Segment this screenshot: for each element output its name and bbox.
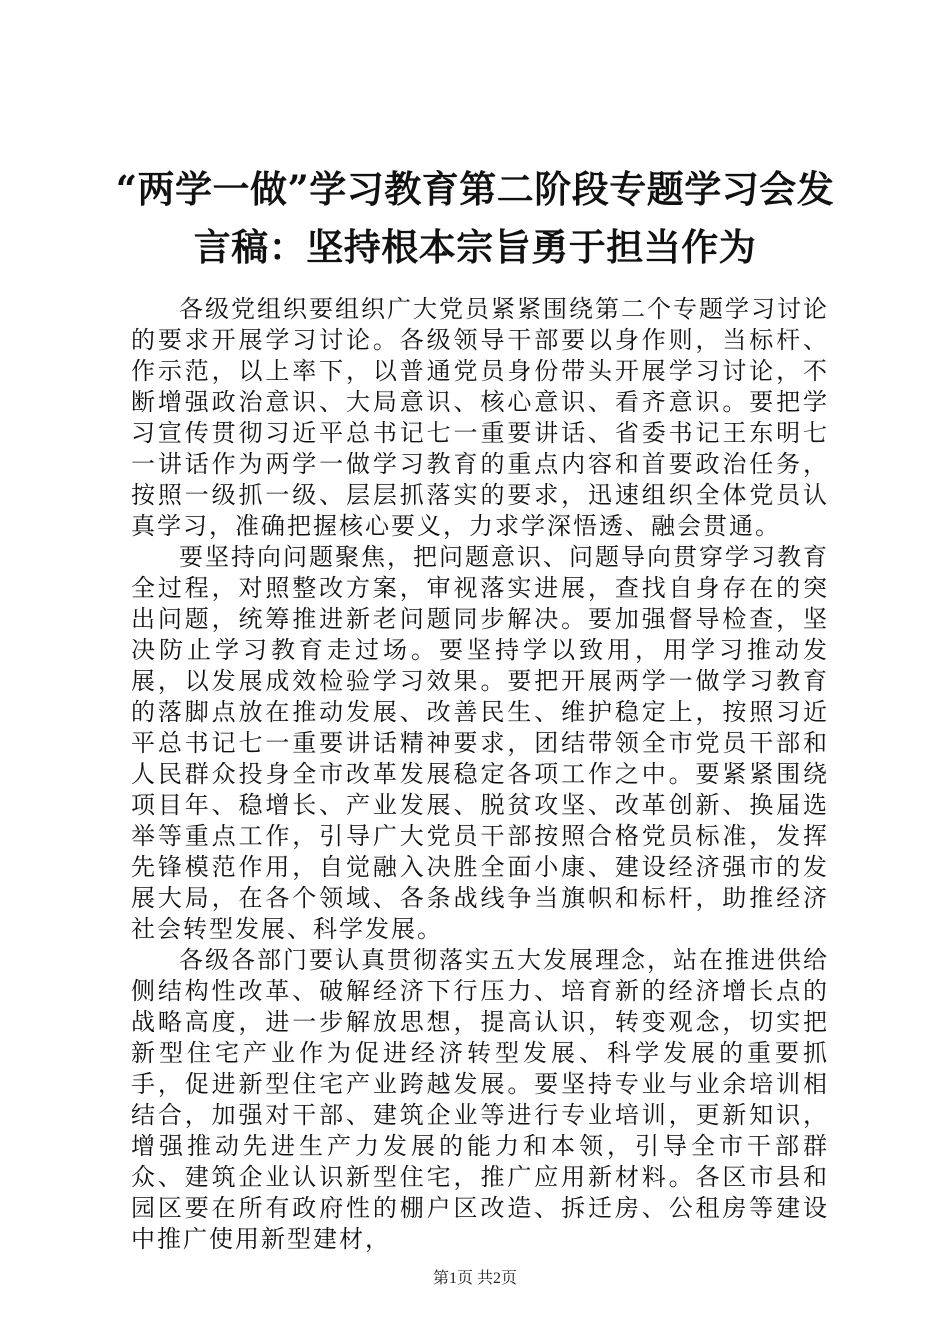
title-line-2: 言稿：坚持根本宗旨勇于担当作为 — [193, 225, 757, 269]
paragraph-1: 各级党组织要组织广大党员紧紧围绕第二个专题学习讨论的要求开展学习讨论。各级领导干部要以身作则，当标杆、作示范，以上率下，以普通党员身份带头开展学习讨论，不断增强政治意识、大局意识、核心意识、看齐意识。要把学习宣传贯彻习近平总书记七一重要讲话、省委书记王东明七一讲话作为两学一做学习教育的重点内容和首要政治任务，按照一级抓一级、层层抓落实的要求，迅速组织全体党员认真学习，准确把握核心要义，力求学深悟透、融会贯通。 — [131, 295, 829, 540]
paragraph-3: 各级各部门要认真贯彻落实五大发展理念，站在推进供给侧结构性改革、破解经济下行压力、培育新的经济增长点的战略高度，进一步解放思想，提高认识，转变观念，切实把新型住宅产业作为促进经济转型发展、科学发展的重要抓手，促进新型住宅产业跨越发展。要坚持专业与业余培训相结合，加强对干部、建筑企业等进行专业培训，更新知识，增强推动先进生产力发展的能力和本领，引导全市干部群众、建筑企业认识新型住宅，推广应用新材料。各区市县和园区要在所有政府性的棚户区改造、拆迁房、公租房等建设中推广使用新型建材， — [131, 946, 829, 1253]
document-body — [131, 294, 829, 1255]
document-title — [100, 160, 850, 276]
paragraph-2: 要坚持向问题聚焦，把问题意识、问题导向贯穿学习教育全过程，对照整改方案，审视落实进展，查找自身存在的突出问题，统筹推进新老问题同步解决。要加强督导检查，坚决防止学习教育走过场。要坚持学以致用，用学习推动发展，以发展成效检验学习效果。要把开展两学一做学习教育的落脚点放在推动发展、改善民生、维护稳定上，按照习近平总书记七一重要讲话精神要求，团结带领全市党员干部和人民群众投身全市改革发展稳定各项工作之中。要紧紧围绕项目年、稳增长、产业发展、脱贫攻坚、改革创新、换届选举等重点工作，引导广大党员干部按照合格党员标准，发挥先锋模范作用，自觉融入决胜全面小康、建设经济强市的发展大局，在各个领域、各条战线争当旗帜和标杆，助推经济社会转型发展、科学发展。 — [131, 543, 829, 943]
title-line-1: “两学一做”学习教育第二阶段专题学习会发 — [115, 167, 835, 211]
page-number: 第1页 共2页 — [432, 1270, 517, 1287]
